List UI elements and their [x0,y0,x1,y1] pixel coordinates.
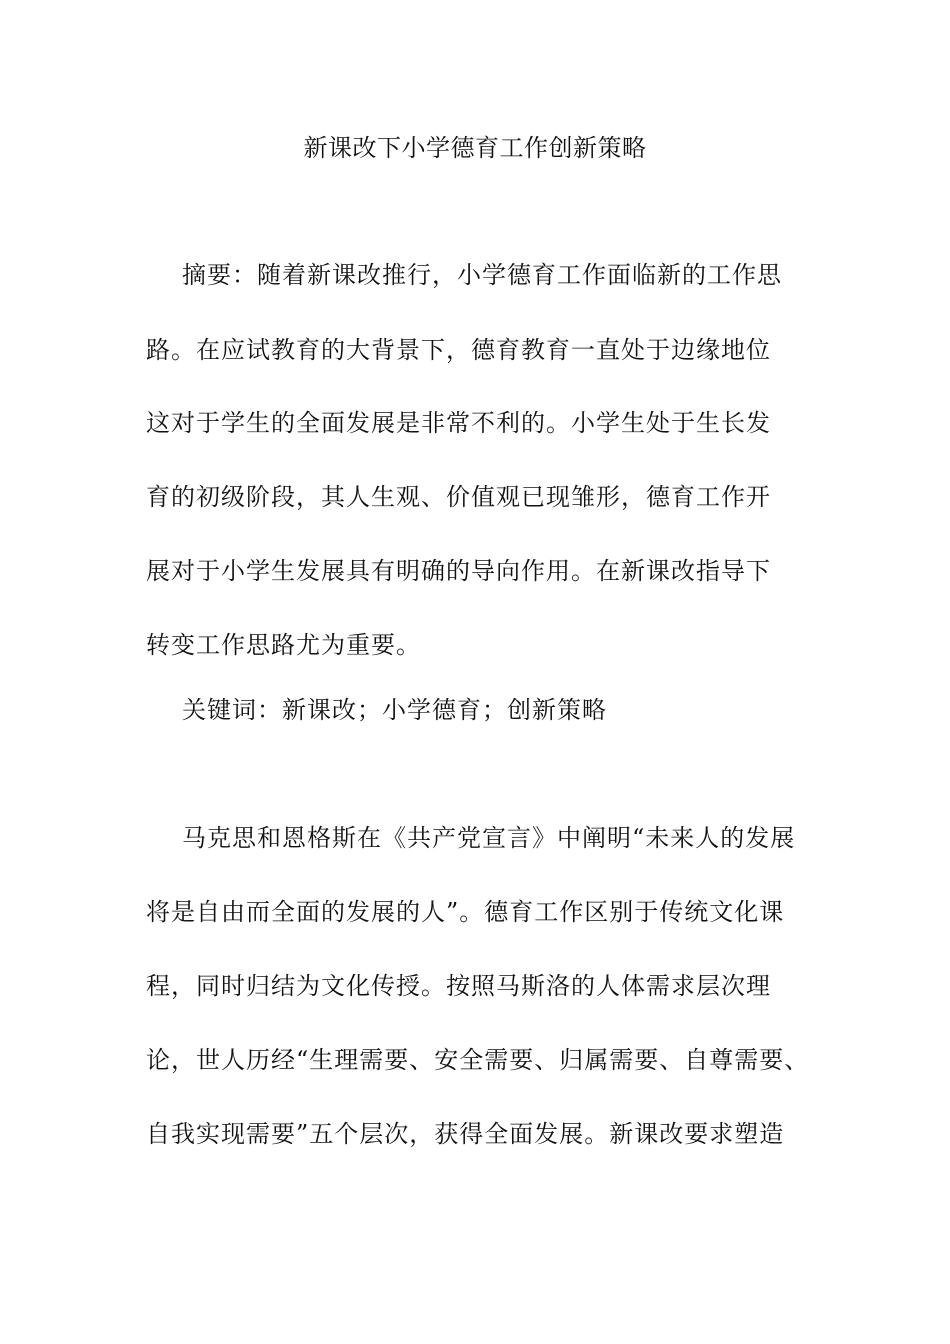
body-line-2: 将是自由而全面的发展的人”。德育工作区别于传统文化课 [146,898,785,926]
document-title: 新课改下小学德育工作创新策略 [303,134,647,162]
body-line-4: 论，世人历经“生理需要、安全需要、归属需要、自尊需要、 [146,1046,810,1074]
body-line-1: 马克思和恩格斯在《共产党宣言》中阐明“未来人的发展 [182,824,796,852]
abstract-line-3: 这对于学生的全面发展是非常不利的。小学生处于生长发 [146,409,771,437]
abstract-line-6: 转变工作思路尤为重要。 [146,631,421,659]
body-line-5: 自我实现需要”五个层次，获得全面发展。新课改要求塑造 [146,1120,785,1148]
abstract-line-5: 展对于小学生发展具有明确的导向作用。在新课改指导下 [146,557,771,585]
abstract-line-1: 摘要：随着新课改推行，小学德育工作面临新的工作思 [182,261,782,289]
body-line-3: 程，同时归结为文化传授。按照马斯洛的人体需求层次理 [146,972,771,1000]
abstract-line-4: 育的初级阶段，其人生观、价值观已现雏形，德育工作开 [146,483,771,511]
abstract-line-2: 路。在应试教育的大背景下，德育教育一直处于边缘地位 [146,336,771,364]
keywords-line: 关键词：新课改；小学德育；创新策略 [182,696,607,724]
